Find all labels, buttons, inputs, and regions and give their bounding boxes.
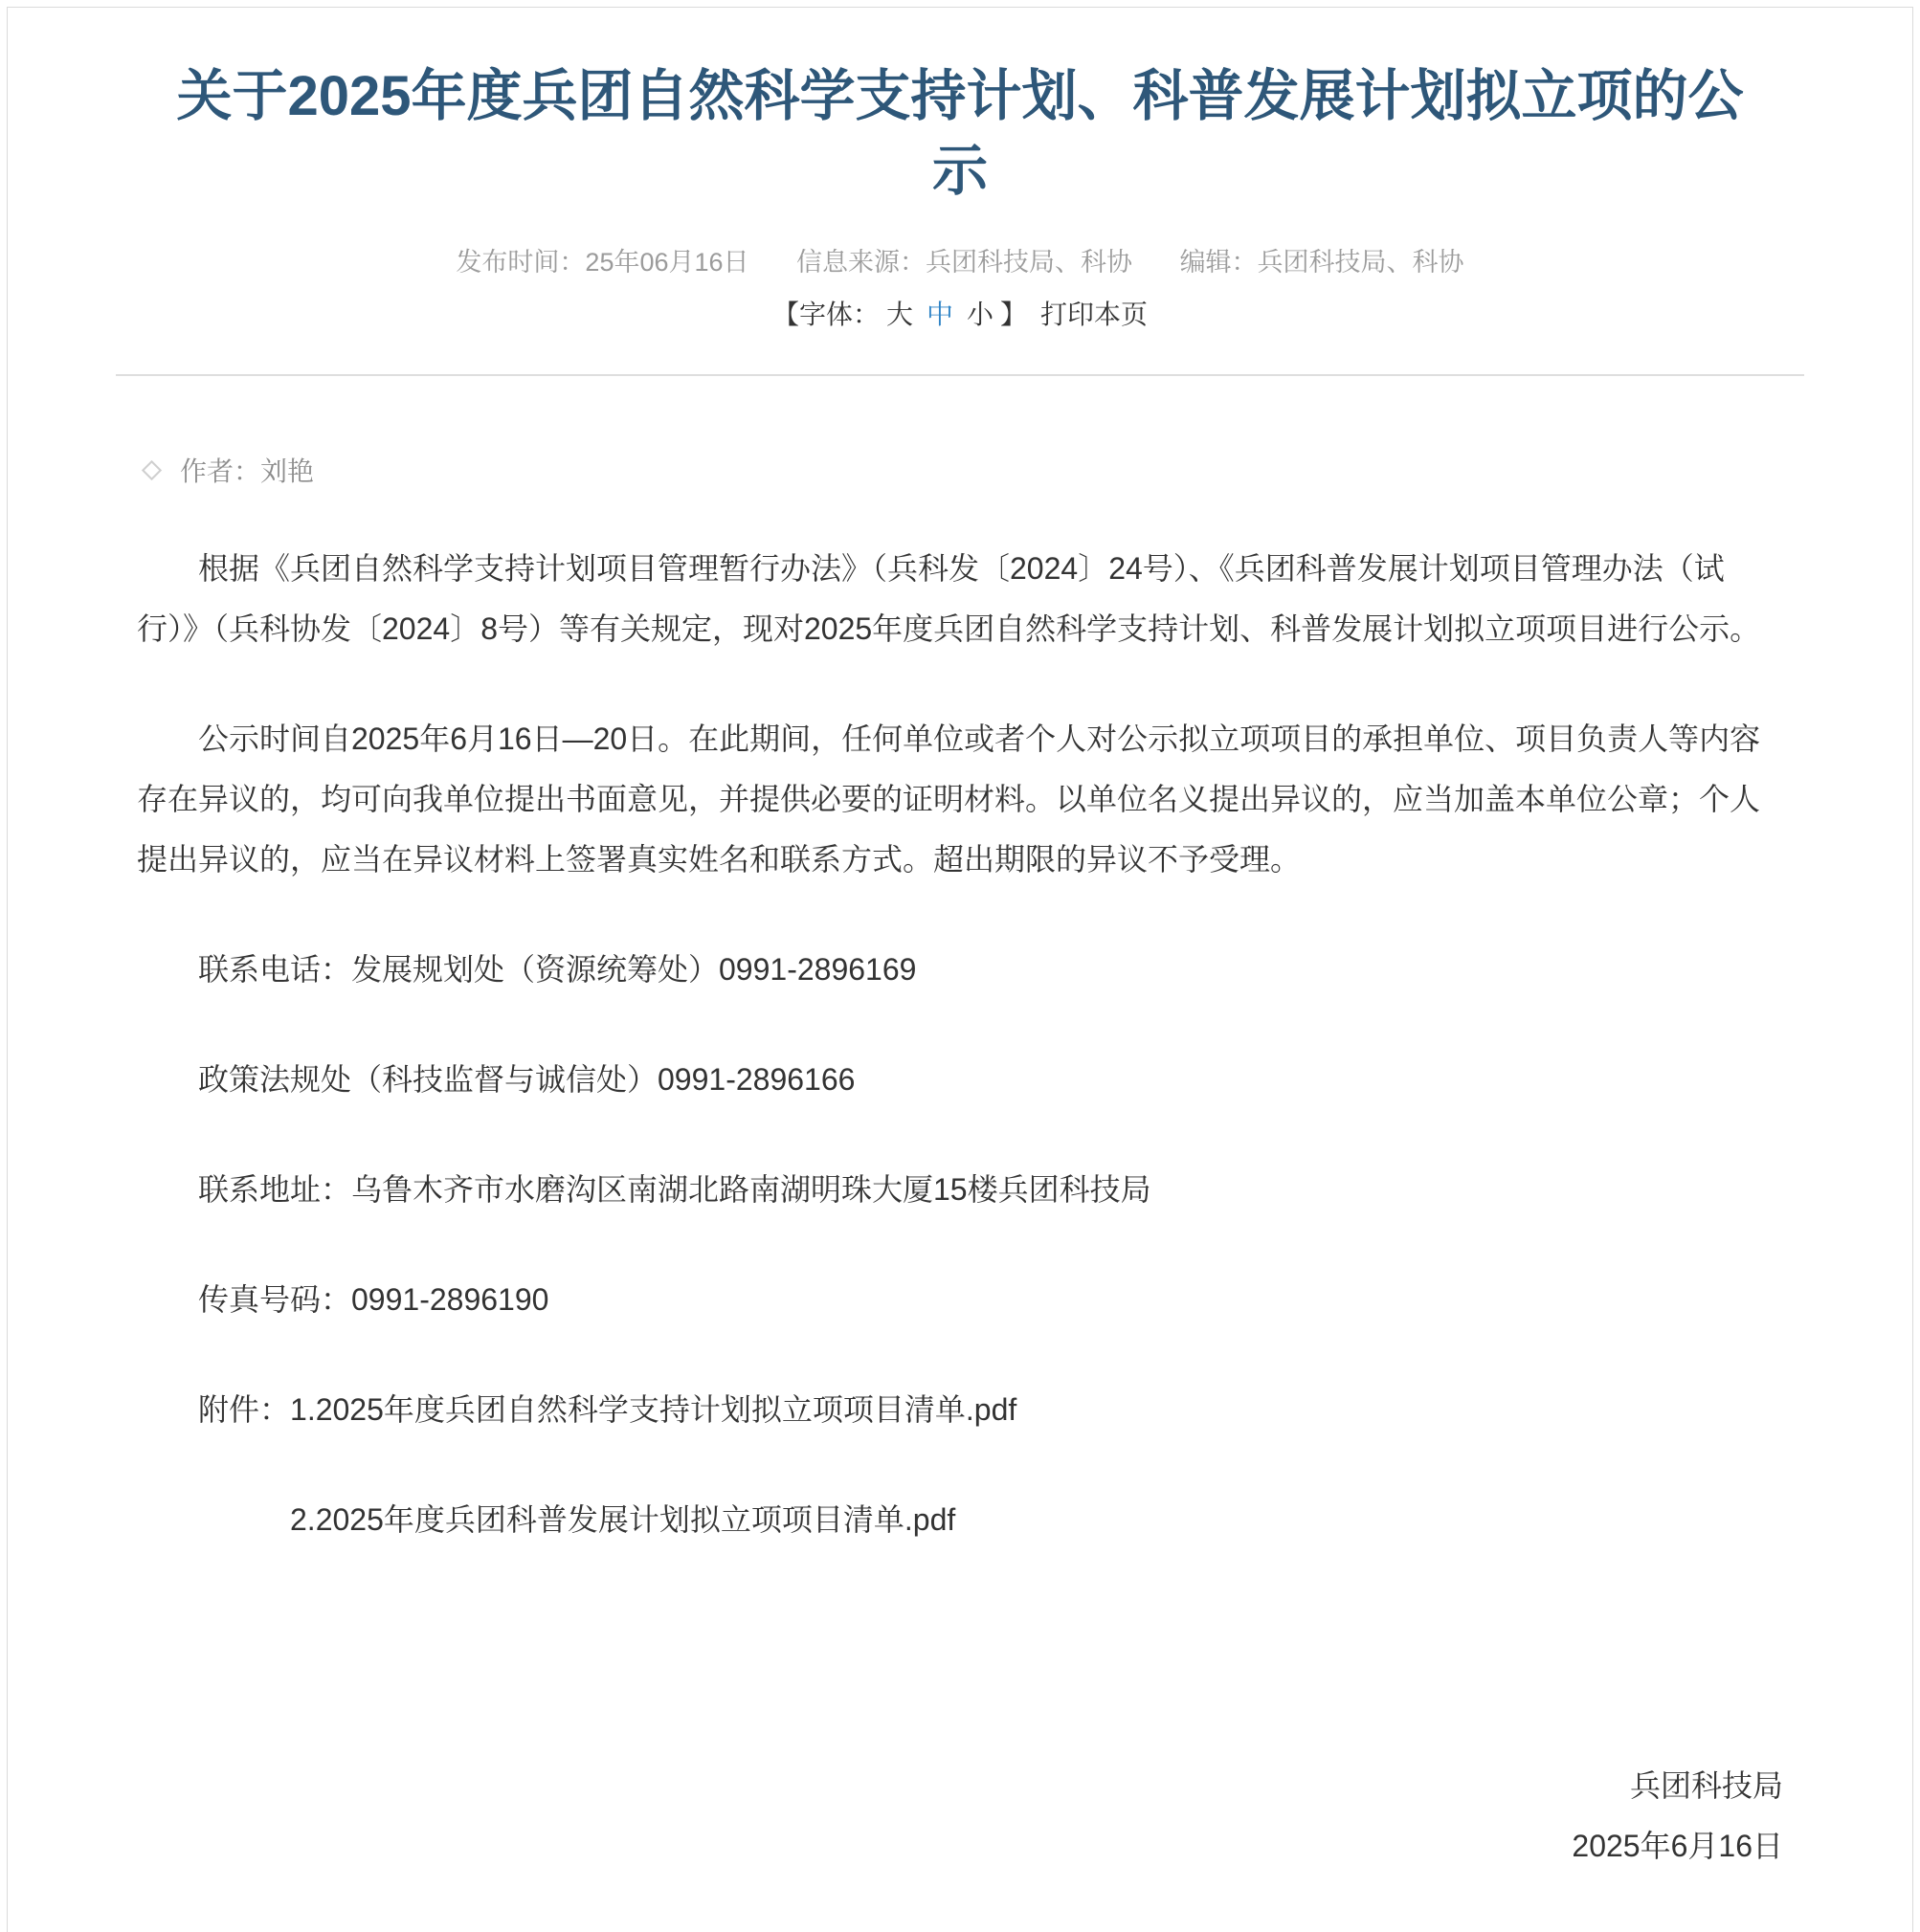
article-content [137, 0, 1783, 1876]
article-body [137, 539, 1783, 1876]
attachment-line-1 [137, 1380, 1783, 1440]
print-page-button[interactable]: 打印本页 [1040, 300, 1149, 329]
contact-policy-line: 政策法规处（科技监督与诚信处）0991-2896166 [198, 1062, 856, 1097]
font-size-large-button[interactable]: 大 [885, 300, 913, 329]
author-label: 作者：刘艳 [180, 456, 315, 486]
signature-date: 2025年6月16日 [1572, 1829, 1783, 1863]
editor: 编辑：兵团科技局、科协 [1179, 248, 1464, 277]
contact-phone-line: 联系电话：发展规划处（资源统筹处）0991-2896169 [198, 952, 917, 987]
paragraph-basis: 根据《兵团自然科学支持计划项目管理暂行办法》（兵科发〔2024〕24号）、《兵团科普发展计划项目管理办法（试行）》（兵科协发〔2024〕8号）等有关规定，现对2025年度兵团自然科学支持计划、科普发展计划拟立项项目进行公示。 [137, 551, 1761, 646]
diamond-icon [142, 459, 162, 479]
font-size-medium-button[interactable]: 中 [926, 300, 953, 329]
author-row [137, 451, 1783, 489]
contact-address-line: 联系地址：乌鲁木齐市水磨沟区南湖北路南湖明珠大厦15楼兵团科技局 [198, 1172, 1151, 1207]
attachment-line-2 [137, 1490, 1783, 1550]
meta-row [137, 241, 1783, 278]
publish-time: 发布时间：25年06月16日 [456, 248, 749, 277]
signature-block [137, 1756, 1783, 1876]
paragraph-objection-period: 公示时间自2025年6月16日—20日。在此期间，任何单位或者个人对公示拟立项项目的承担单位、项目负责人等内容存在异议的，均可向我单位提出书面意见，并提供必要的证明材料。以单位名义提出异议的，应当加盖本单位公章；个人提出异议的，应当在异议材料上签署真实姓名和联系方式。超出期限的异议不予受理。 [137, 722, 1761, 877]
font-size-suffix: 】 [1000, 300, 1028, 329]
font-size-toolbar [137, 294, 1783, 332]
attachment-label: 附件： [198, 1392, 291, 1427]
header-divider [116, 374, 1804, 376]
contact-fax-line: 传真号码：0991-2896190 [198, 1282, 549, 1317]
font-size-prefix: 【字体： [771, 300, 880, 329]
attachment-link-scipop-plan[interactable]: 2.2025年度兵团科普发展计划拟立项项目清单.pdf [290, 1502, 956, 1537]
signature-org: 兵团科技局 [1629, 1768, 1783, 1803]
page-title: 关于2025年度兵团自然科学支持计划、科普发展计划拟立项的公示 [176, 65, 1744, 202]
font-size-small-button[interactable]: 小 [967, 300, 994, 329]
info-source: 信息来源：兵团科技局、科协 [796, 248, 1133, 277]
attachment-link-science-plan[interactable]: 1.2025年度兵团自然科学支持计划拟立项项目清单.pdf [290, 1392, 1017, 1427]
